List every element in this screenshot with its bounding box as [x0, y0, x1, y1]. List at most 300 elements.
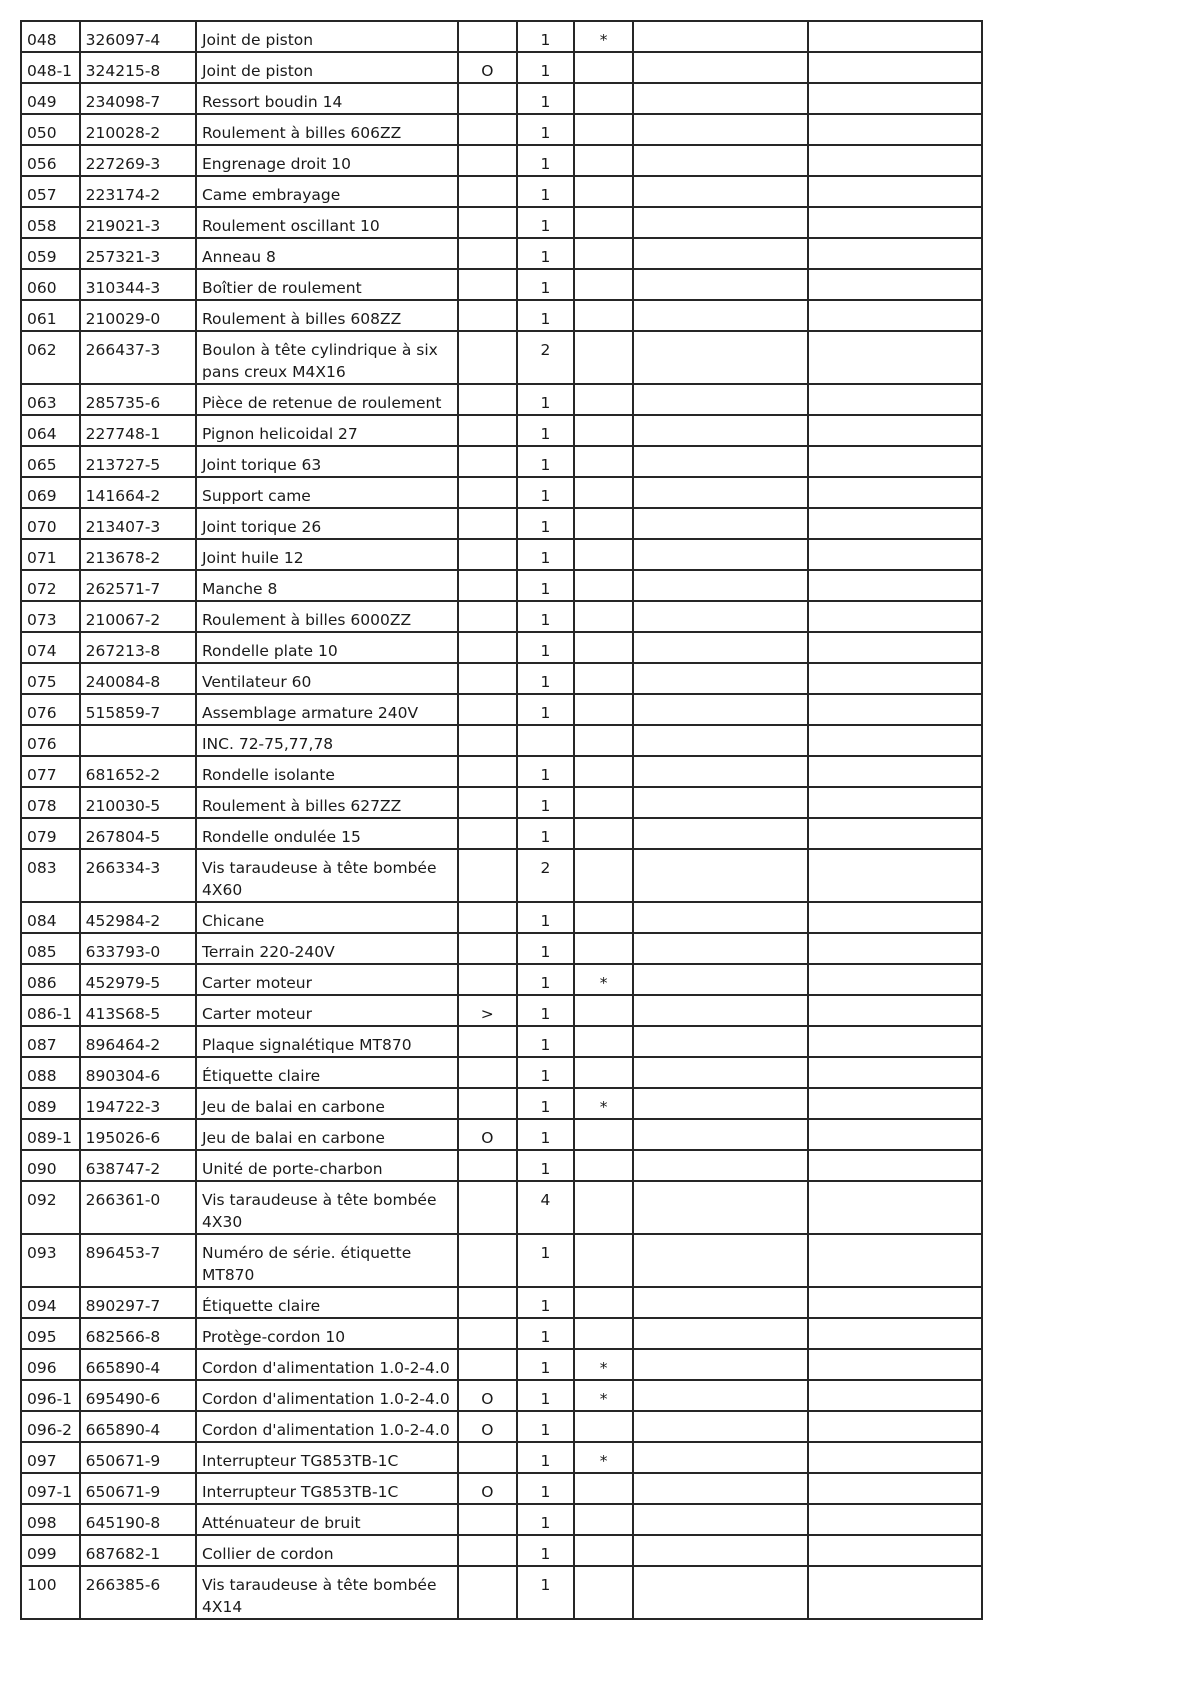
- blank-cell: [633, 508, 808, 539]
- item-number-cell: 092: [21, 1181, 80, 1234]
- description-cell: Jeu de balai en carbone: [196, 1088, 458, 1119]
- blank-cell: [633, 114, 808, 145]
- blank-cell: [633, 176, 808, 207]
- blank-cell: [633, 756, 808, 787]
- table-row: [21, 1380, 982, 1411]
- table-row: [21, 1566, 982, 1619]
- item-number-cell: 086-1: [21, 995, 80, 1026]
- marker-cell: O: [458, 52, 517, 83]
- blank-cell: [808, 477, 982, 508]
- part-number-cell: 324215-8: [80, 52, 196, 83]
- item-number-cell: 094: [21, 1287, 80, 1318]
- quantity-cell: 1: [517, 964, 575, 995]
- table-row: [21, 818, 982, 849]
- parts-table: [20, 20, 983, 1620]
- part-number-cell: 452984-2: [80, 902, 196, 933]
- item-number-cell: 072: [21, 570, 80, 601]
- table-row: [21, 1504, 982, 1535]
- item-number-cell: 097: [21, 1442, 80, 1473]
- blank-cell: [808, 1442, 982, 1473]
- blank-cell: [633, 446, 808, 477]
- table-row: [21, 508, 982, 539]
- item-number-cell: 100: [21, 1566, 80, 1619]
- table-row: [21, 1088, 982, 1119]
- table-row: [21, 145, 982, 176]
- blank-cell: [808, 570, 982, 601]
- blank-cell: [633, 818, 808, 849]
- note-cell: [574, 756, 633, 787]
- item-number-cell: 075: [21, 663, 80, 694]
- item-number-cell: 076: [21, 694, 80, 725]
- description-cell: Engrenage droit 10: [196, 145, 458, 176]
- blank-cell: [808, 238, 982, 269]
- description-cell: Anneau 8: [196, 238, 458, 269]
- note-cell: [574, 933, 633, 964]
- item-number-cell: 059: [21, 238, 80, 269]
- marker-cell: [458, 1287, 517, 1318]
- item-number-cell: 048-1: [21, 52, 80, 83]
- marker-cell: [458, 1088, 517, 1119]
- marker-cell: [458, 207, 517, 238]
- blank-cell: [633, 1473, 808, 1504]
- blank-cell: [633, 1287, 808, 1318]
- part-number-cell: 326097-4: [80, 21, 196, 52]
- item-number-cell: 065: [21, 446, 80, 477]
- blank-cell: [808, 446, 982, 477]
- table-row: [21, 1318, 982, 1349]
- part-number-cell: 267213-8: [80, 632, 196, 663]
- note-cell: [574, 1566, 633, 1619]
- marker-cell: [458, 632, 517, 663]
- blank-cell: [633, 902, 808, 933]
- quantity-cell: 4: [517, 1181, 575, 1234]
- blank-cell: [633, 787, 808, 818]
- blank-cell: [808, 818, 982, 849]
- marker-cell: [458, 601, 517, 632]
- item-number-cell: 058: [21, 207, 80, 238]
- marker-cell: [458, 849, 517, 902]
- blank-cell: [633, 1318, 808, 1349]
- quantity-cell: 1: [517, 52, 575, 83]
- description-cell: Joint de piston: [196, 21, 458, 52]
- marker-cell: [458, 83, 517, 114]
- table-row: [21, 238, 982, 269]
- blank-cell: [633, 1057, 808, 1088]
- note-cell: [574, 207, 633, 238]
- part-number-cell: 285735-6: [80, 384, 196, 415]
- part-number-cell: 266437-3: [80, 331, 196, 384]
- blank-cell: [808, 1318, 982, 1349]
- marker-cell: [458, 176, 517, 207]
- blank-cell: [633, 52, 808, 83]
- item-number-cell: 098: [21, 1504, 80, 1535]
- table-row: [21, 1535, 982, 1566]
- quantity-cell: 1: [517, 539, 575, 570]
- blank-cell: [808, 725, 982, 756]
- note-cell: [574, 477, 633, 508]
- item-number-cell: 061: [21, 300, 80, 331]
- marker-cell: [458, 238, 517, 269]
- note-cell: [574, 1287, 633, 1318]
- note-cell: [574, 570, 633, 601]
- note-cell: [574, 601, 633, 632]
- table-row: [21, 446, 982, 477]
- note-cell: *: [574, 1442, 633, 1473]
- blank-cell: [633, 1234, 808, 1287]
- description-cell: Assemblage armature 240V: [196, 694, 458, 725]
- blank-cell: [633, 300, 808, 331]
- note-cell: [574, 725, 633, 756]
- description-cell: Rondelle ondulée 15: [196, 818, 458, 849]
- blank-cell: [633, 1504, 808, 1535]
- quantity-cell: 1: [517, 818, 575, 849]
- quantity-cell: 2: [517, 331, 575, 384]
- blank-cell: [633, 995, 808, 1026]
- description-cell: Plaque signalétique MT870: [196, 1026, 458, 1057]
- description-cell: Pignon helicoidal 27: [196, 415, 458, 446]
- note-cell: [574, 663, 633, 694]
- marker-cell: [458, 663, 517, 694]
- description-cell: Terrain 220-240V: [196, 933, 458, 964]
- note-cell: [574, 508, 633, 539]
- blank-cell: [808, 1119, 982, 1150]
- quantity-cell: 1: [517, 1150, 575, 1181]
- marker-cell: [458, 446, 517, 477]
- quantity-cell: 1: [517, 1380, 575, 1411]
- note-cell: [574, 1026, 633, 1057]
- item-number-cell: 049: [21, 83, 80, 114]
- item-number-cell: 097-1: [21, 1473, 80, 1504]
- note-cell: [574, 300, 633, 331]
- marker-cell: O: [458, 1380, 517, 1411]
- description-cell: Carter moteur: [196, 995, 458, 1026]
- part-number-cell: 266334-3: [80, 849, 196, 902]
- item-number-cell: 060: [21, 269, 80, 300]
- blank-cell: [808, 1504, 982, 1535]
- blank-cell: [808, 1234, 982, 1287]
- note-cell: [574, 1535, 633, 1566]
- table-row: [21, 1026, 982, 1057]
- blank-cell: [633, 1119, 808, 1150]
- quantity-cell: 1: [517, 995, 575, 1026]
- blank-cell: [808, 1026, 982, 1057]
- table-row: [21, 964, 982, 995]
- blank-cell: [808, 1181, 982, 1234]
- blank-cell: [808, 964, 982, 995]
- marker-cell: [458, 300, 517, 331]
- description-cell: Vis taraudeuse à tête bombée 4X60: [196, 849, 458, 902]
- marker-cell: [458, 570, 517, 601]
- quantity-cell: 1: [517, 1442, 575, 1473]
- marker-cell: [458, 1318, 517, 1349]
- note-cell: [574, 632, 633, 663]
- part-number-cell: 452979-5: [80, 964, 196, 995]
- note-cell: [574, 849, 633, 902]
- description-cell: Chicane: [196, 902, 458, 933]
- marker-cell: [458, 477, 517, 508]
- table-row: [21, 694, 982, 725]
- table-row: [21, 1411, 982, 1442]
- note-cell: [574, 145, 633, 176]
- blank-cell: [808, 1473, 982, 1504]
- item-number-cell: 087: [21, 1026, 80, 1057]
- part-number-cell: 665890-4: [80, 1349, 196, 1380]
- table-row: [21, 331, 982, 384]
- part-number-cell: 681652-2: [80, 756, 196, 787]
- description-cell: Cordon d'alimentation 1.0-2-4.0: [196, 1349, 458, 1380]
- blank-cell: [808, 300, 982, 331]
- note-cell: [574, 539, 633, 570]
- blank-cell: [633, 601, 808, 632]
- item-number-cell: 078: [21, 787, 80, 818]
- note-cell: *: [574, 964, 633, 995]
- item-number-cell: 073: [21, 601, 80, 632]
- blank-cell: [633, 477, 808, 508]
- blank-cell: [633, 1380, 808, 1411]
- item-number-cell: 056: [21, 145, 80, 176]
- quantity-cell: 1: [517, 300, 575, 331]
- table-row: [21, 1057, 982, 1088]
- marker-cell: [458, 415, 517, 446]
- table-row: [21, 269, 982, 300]
- blank-cell: [633, 1026, 808, 1057]
- marker-cell: [458, 933, 517, 964]
- description-cell: Étiquette claire: [196, 1057, 458, 1088]
- note-cell: [574, 331, 633, 384]
- marker-cell: >: [458, 995, 517, 1026]
- description-cell: Atténuateur de bruit: [196, 1504, 458, 1535]
- part-number-cell: [80, 725, 196, 756]
- blank-cell: [633, 694, 808, 725]
- table-row: [21, 477, 982, 508]
- note-cell: [574, 694, 633, 725]
- blank-cell: [808, 415, 982, 446]
- item-number-cell: 089: [21, 1088, 80, 1119]
- part-number-cell: 227269-3: [80, 145, 196, 176]
- part-number-cell: 195026-6: [80, 1119, 196, 1150]
- blank-cell: [808, 269, 982, 300]
- marker-cell: [458, 1234, 517, 1287]
- blank-cell: [808, 787, 982, 818]
- table-row: [21, 1349, 982, 1380]
- quantity-cell: 1: [517, 1318, 575, 1349]
- blank-cell: [808, 601, 982, 632]
- blank-cell: [633, 145, 808, 176]
- marker-cell: O: [458, 1411, 517, 1442]
- item-number-cell: 062: [21, 331, 80, 384]
- quantity-cell: 1: [517, 207, 575, 238]
- table-row: [21, 207, 982, 238]
- blank-cell: [633, 269, 808, 300]
- blank-cell: [808, 632, 982, 663]
- part-number-cell: 896464-2: [80, 1026, 196, 1057]
- item-number-cell: 057: [21, 176, 80, 207]
- table-row: [21, 1287, 982, 1318]
- note-cell: *: [574, 1349, 633, 1380]
- table-row: [21, 21, 982, 52]
- item-number-cell: 096-2: [21, 1411, 80, 1442]
- item-number-cell: 074: [21, 632, 80, 663]
- part-number-cell: 210029-0: [80, 300, 196, 331]
- marker-cell: [458, 114, 517, 145]
- item-number-cell: 070: [21, 508, 80, 539]
- description-cell: Came embrayage: [196, 176, 458, 207]
- table-row: [21, 1442, 982, 1473]
- blank-cell: [808, 83, 982, 114]
- blank-cell: [808, 1057, 982, 1088]
- blank-cell: [808, 1411, 982, 1442]
- part-number-cell: 267804-5: [80, 818, 196, 849]
- description-cell: Étiquette claire: [196, 1287, 458, 1318]
- table-row: [21, 384, 982, 415]
- note-cell: [574, 238, 633, 269]
- description-cell: Carter moteur: [196, 964, 458, 995]
- quantity-cell: 1: [517, 176, 575, 207]
- blank-cell: [633, 964, 808, 995]
- quantity-cell: 2: [517, 849, 575, 902]
- item-number-cell: 079: [21, 818, 80, 849]
- note-cell: [574, 1181, 633, 1234]
- table-row: [21, 995, 982, 1026]
- quantity-cell: 1: [517, 1349, 575, 1380]
- part-number-cell: 413S68-5: [80, 995, 196, 1026]
- note-cell: [574, 818, 633, 849]
- quantity-cell: 1: [517, 1057, 575, 1088]
- quantity-cell: 1: [517, 415, 575, 446]
- blank-cell: [633, 725, 808, 756]
- table-row: [21, 632, 982, 663]
- item-number-cell: 086: [21, 964, 80, 995]
- note-cell: [574, 269, 633, 300]
- item-number-cell: 085: [21, 933, 80, 964]
- description-cell: Vis taraudeuse à tête bombée 4X30: [196, 1181, 458, 1234]
- item-number-cell: 069: [21, 477, 80, 508]
- item-number-cell: 050: [21, 114, 80, 145]
- description-cell: Boulon à tête cylindrique à six pans creux M4X16: [196, 331, 458, 384]
- table-row: [21, 114, 982, 145]
- part-number-cell: 210067-2: [80, 601, 196, 632]
- marker-cell: [458, 1181, 517, 1234]
- blank-cell: [633, 1150, 808, 1181]
- marker-cell: [458, 1026, 517, 1057]
- blank-cell: [808, 1535, 982, 1566]
- part-number-cell: 310344-3: [80, 269, 196, 300]
- table-row: [21, 176, 982, 207]
- blank-cell: [808, 902, 982, 933]
- description-cell: Protège-cordon 10: [196, 1318, 458, 1349]
- blank-cell: [808, 694, 982, 725]
- quantity-cell: 1: [517, 1088, 575, 1119]
- description-cell: Joint torique 63: [196, 446, 458, 477]
- quantity-cell: 1: [517, 1026, 575, 1057]
- marker-cell: [458, 1504, 517, 1535]
- blank-cell: [808, 52, 982, 83]
- marker-cell: [458, 384, 517, 415]
- part-number-cell: 194722-3: [80, 1088, 196, 1119]
- description-cell: Interrupteur TG853TB-1C: [196, 1473, 458, 1504]
- marker-cell: [458, 1057, 517, 1088]
- description-cell: Roulement à billes 6000ZZ: [196, 601, 458, 632]
- part-number-cell: 645190-8: [80, 1504, 196, 1535]
- note-cell: *: [574, 1380, 633, 1411]
- description-cell: Boîtier de roulement: [196, 269, 458, 300]
- parts-table-body: [21, 21, 982, 1619]
- quantity-cell: 1: [517, 1535, 575, 1566]
- part-number-cell: 213407-3: [80, 508, 196, 539]
- table-row: [21, 1150, 982, 1181]
- item-number-cell: 088: [21, 1057, 80, 1088]
- part-number-cell: 223174-2: [80, 176, 196, 207]
- marker-cell: O: [458, 1119, 517, 1150]
- blank-cell: [633, 1088, 808, 1119]
- quantity-cell: 1: [517, 756, 575, 787]
- description-cell: Ressort boudin 14: [196, 83, 458, 114]
- part-number-cell: 210030-5: [80, 787, 196, 818]
- marker-cell: [458, 694, 517, 725]
- part-number-cell: 210028-2: [80, 114, 196, 145]
- description-cell: Joint torique 26: [196, 508, 458, 539]
- blank-cell: [633, 83, 808, 114]
- quantity-cell: 1: [517, 1287, 575, 1318]
- note-cell: [574, 1150, 633, 1181]
- table-row: [21, 849, 982, 902]
- blank-cell: [633, 1566, 808, 1619]
- blank-cell: [633, 849, 808, 902]
- table-row: [21, 52, 982, 83]
- table-row: [21, 1119, 982, 1150]
- blank-cell: [633, 933, 808, 964]
- part-number-cell: 650671-9: [80, 1442, 196, 1473]
- blank-cell: [633, 539, 808, 570]
- description-cell: Cordon d'alimentation 1.0-2-4.0: [196, 1411, 458, 1442]
- blank-cell: [633, 21, 808, 52]
- quantity-cell: 1: [517, 508, 575, 539]
- item-number-cell: 089-1: [21, 1119, 80, 1150]
- marker-cell: [458, 756, 517, 787]
- note-cell: [574, 1411, 633, 1442]
- part-number-cell: 234098-7: [80, 83, 196, 114]
- quantity-cell: 1: [517, 114, 575, 145]
- part-number-cell: 890297-7: [80, 1287, 196, 1318]
- quantity-cell: 1: [517, 933, 575, 964]
- marker-cell: [458, 508, 517, 539]
- description-cell: Manche 8: [196, 570, 458, 601]
- blank-cell: [808, 995, 982, 1026]
- description-cell: Roulement à billes 606ZZ: [196, 114, 458, 145]
- quantity-cell: 1: [517, 477, 575, 508]
- item-number-cell: 077: [21, 756, 80, 787]
- item-number-cell: 076: [21, 725, 80, 756]
- quantity-cell: 1: [517, 446, 575, 477]
- table-row: [21, 725, 982, 756]
- blank-cell: [808, 176, 982, 207]
- note-cell: [574, 1234, 633, 1287]
- item-number-cell: 099: [21, 1535, 80, 1566]
- description-cell: Roulement à billes 627ZZ: [196, 787, 458, 818]
- quantity-cell: 1: [517, 1473, 575, 1504]
- part-number-cell: 266385-6: [80, 1566, 196, 1619]
- part-number-cell: 240084-8: [80, 663, 196, 694]
- marker-cell: [458, 787, 517, 818]
- blank-cell: [808, 849, 982, 902]
- note-cell: [574, 114, 633, 145]
- item-number-cell: 071: [21, 539, 80, 570]
- item-number-cell: 064: [21, 415, 80, 446]
- blank-cell: [633, 331, 808, 384]
- table-row: [21, 1234, 982, 1287]
- note-cell: [574, 995, 633, 1026]
- description-cell: Numéro de série. étiquette MT870: [196, 1234, 458, 1287]
